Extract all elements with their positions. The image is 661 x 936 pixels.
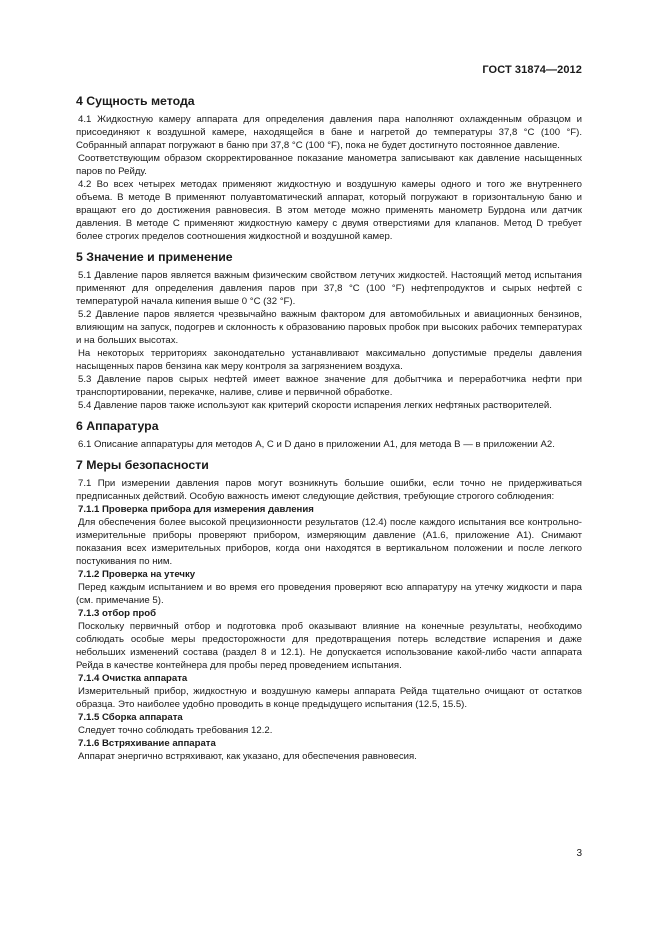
subsection-7-1-2-title: 7.1.2 Проверка на утечку [78, 569, 196, 580]
paragraph-5-2b: На некоторых территориях законодательно устанавливают максимально допустимые пределы давления насыщенных паров бензина как меру контроля за загрязнением воздуха. [76, 348, 582, 372]
paragraph-4-1b: Соответствующим образом скорректированное показание манометра записывают как давление насыщенных паров по Рейду. [76, 153, 582, 177]
paragraph-7-1-6: Аппарат энергично встряхивают, как указано, для обеспечения равновесия. [78, 751, 417, 762]
paragraph-7-1-4: Измерительный прибор, жидкостную и воздушную камеры аппарата Рейда тщательно очищают от остатков образца. Это наиболее удобно проводить в конце предыдущего испытания (12.5, 15.5). [76, 686, 582, 710]
paragraph-7-1-5: Следует точно соблюдать требования 12.2. [78, 725, 273, 736]
subsection-7-1-5-title: 7.1.5 Сборка аппарата [78, 712, 183, 723]
subsection-7-1-6-title: 7.1.6 Встряхивание аппарата [78, 738, 216, 749]
page-content [76, 94, 582, 763]
paragraph-7-1-2: Перед каждым испытанием и во время его проведения проверяют всю аппаратуру на утечку жидкости и пара (см. примечание 5). [76, 582, 582, 606]
section-7-title: 7 Меры безопасности [76, 458, 209, 472]
paragraph-7-1: 7.1 При измерении давления паров могут возникнуть большие ошибки, если точно не придерживаться предписанных действий. Особую важность имеют следующие действия, требующие строгого соблюдения: [76, 478, 582, 502]
paragraph-5-1: 5.1 Давление паров является важным физическим свойством летучих жидкостей. Настоящий метод испытания применяют для определения давления паров при 37,8 °С (100 °F) нефтепродуктов и сырых нефтей с температурой начала кипения выше 0 °С (32 °F). [76, 270, 582, 307]
paragraph-5-2: 5.2 Давление паров является чрезвычайно важным фактором для автомобильных и авиационных бензинов, влияющим на запуск, подогрев и склонность к образованию паровых пробок при высоких рабочих температурах и на больших высотах. [76, 309, 582, 346]
paragraph-5-4: 5.4 Давление паров также используют как критерий скорости испарения легких нефтяных растворителей. [78, 400, 552, 411]
paragraph-7-1-3: Поскольку первичный отбор и подготовка проб оказывают влияние на конечные результаты, необходимо соблюдать особые меры предосторожности для предотвращения потерь вследствие испарения и даже небольших изменений состава (раздел 8 и 12.1). Не допускается использование какой-либо части аппарата Рейда в качестве контейнера для пробы перед проведением испытания. [76, 621, 582, 671]
subsection-7-1-4-title: 7.1.4 Очистка аппарата [78, 673, 188, 684]
paragraph-7-1-1: Для обеспечения более высокой прецизионности результатов (12.4) после каждого испытания все контрольно-измерительные приборы проверяют прибором, измеряющим давление (А1.6, приложение А1). Снимают показания всех измерительных приборов, когда они находятся в вертикальном положении и после легкого постукивания по ним. [76, 517, 582, 567]
page-number: 3 [576, 848, 582, 859]
paragraph-6-1: 6.1 Описание аппаратуры для методов А, С и D дано в приложении А1, для метода В — в приложении А2. [78, 439, 555, 450]
section-5-title: 5 Значение и применение [76, 250, 233, 264]
standard-code: ГОСТ 31874—2012 [482, 64, 582, 76]
section-6-title: 6 Аппаратура [76, 419, 159, 433]
section-4-title: 4 Сущность метода [76, 94, 195, 108]
paragraph-5-3: 5.3 Давление паров сырых нефтей имеет важное значение для добытчика и переработчика нефти при транспортировании, перекачке, наливе, сливе и первичной обработке. [76, 374, 582, 398]
paragraph-4-1: 4.1 Жидкостную камеру аппарата для определения давления пара наполняют охлажденным образцом и присоединяют к воздушной камере, находящейся в бане и нагретой до температуры 37,8 °С (100 °F). Собранный аппарат погружают в баню при 37,8 °С (100 °F), пока не будет достигнуто постоянное давление. [76, 114, 582, 151]
subsection-7-1-1-title: 7.1.1 Проверка прибора для измерения давления [78, 504, 314, 515]
subsection-7-1-3-title: 7.1.3 отбор проб [78, 608, 157, 619]
paragraph-4-2: 4.2 Во всех четырех методах применяют жидкостную и воздушную камеры одного и того же внутреннего объема. В методе В применяют полуавтоматический аппарат, который погружают в горизонтальную баню и вращают его до достижения равновесия. В этом методе можно применять манометр Бурдона или датчик давления. В методе С применяют жидкостную камеру с двумя отверстиями для клапанов. Метод D требует более строгих пределов соотношения жидкостной и воздушной камер. [76, 179, 582, 242]
